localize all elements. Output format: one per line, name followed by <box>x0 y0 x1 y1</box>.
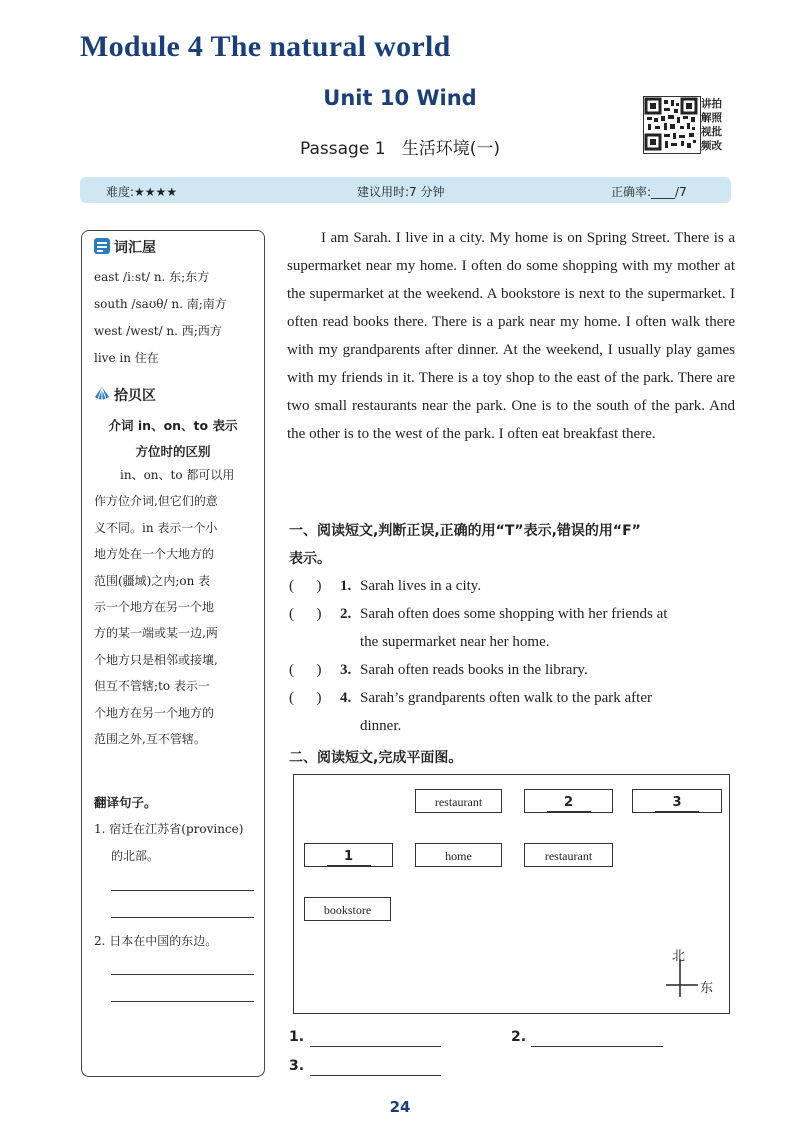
answer-label-3: 3. <box>289 1058 305 1074</box>
answer-line[interactable] <box>111 974 254 975</box>
vocab-item: live in 住在 <box>94 351 159 365</box>
reading-passage: I am Sarah. I live in a city. My home is on Spring Street. There is a supermarket near my home. I often do some shopping with my mother at the supermarket at the weekend. A bookstore is next to the supermarket. I often read books there. There is a park near my home. I often walk there with my grandparents after dinner. At the weekend, I usually play games with my friends in it. There is a toy shop to the east of the park. There are two small restaurants near the park. One is to the south of the park. And the other is to the west of the park. I often eat breakfast there. <box>287 230 735 442</box>
north-label: 北 <box>672 949 686 964</box>
accuracy-rate: 正确率:____/7 <box>611 185 687 199</box>
answer-label-1: 1. <box>289 1029 305 1045</box>
answer-blank[interactable]: ( ) <box>289 578 322 594</box>
answer-blank[interactable]: ( ) <box>289 690 322 706</box>
question-number: 4. <box>340 690 352 706</box>
section2-title: 二、阅读短文,完成平面图。 <box>289 750 463 766</box>
restaurant-mid-box: restaurant <box>524 843 613 867</box>
restaurant-top-box: restaurant <box>415 789 502 813</box>
blank-1-box[interactable]: 1 <box>304 843 393 867</box>
bookstore-box: bookstore <box>304 897 391 921</box>
answer-line[interactable] <box>111 1001 254 1002</box>
question-text: Sarah often reads books in the library. <box>360 662 588 678</box>
answer-line[interactable] <box>111 917 254 918</box>
module-title: Module 4 The natural world <box>80 30 451 63</box>
answer-line[interactable] <box>531 1046 663 1047</box>
info-bar <box>80 177 731 203</box>
passage-title: Passage 1 生活环境(一) <box>300 139 500 159</box>
translate-item-2: 2. 日本在中国的东边。 <box>94 934 218 948</box>
question-text-cont: dinner. <box>360 718 402 734</box>
blank-2-box[interactable]: 2 <box>524 789 613 813</box>
vocabulary-house-icon <box>93 237 111 255</box>
section1-title-cont: 表示。 <box>289 551 331 567</box>
shell-icon <box>93 385 111 403</box>
vocab-item: south /saʊθ/ n. 南;南方 <box>94 297 227 311</box>
translate-title: 翻译句子。 <box>94 795 157 810</box>
qr-code-icon[interactable] <box>643 96 701 154</box>
answer-blank[interactable]: ( ) <box>289 606 322 622</box>
east-label: 东 <box>700 981 714 996</box>
vocab-item: west /west/ n. 西;西方 <box>94 324 222 338</box>
blank-3-box[interactable]: 3 <box>632 789 722 813</box>
question-number: 3. <box>340 662 352 678</box>
section1-title: 一、阅读短文,判断正误,正确的用“T”表示,错误的用“F” <box>289 523 641 539</box>
suggested-time: 建议用时:7 分钟 <box>357 185 445 199</box>
vocab-title: 词汇屋 <box>114 240 156 256</box>
tips-heading: 介词 in、on、to 表示 <box>108 418 238 433</box>
vocab-item: east /iːst/ n. 东;东方 <box>94 270 210 284</box>
translate-item-1: 1. 宿迁在江苏省(province) <box>94 822 244 836</box>
answer-line[interactable] <box>310 1075 441 1076</box>
answer-line[interactable] <box>310 1046 441 1047</box>
question-number: 1. <box>340 578 352 594</box>
answer-label-2: 2. <box>511 1029 527 1045</box>
question-text: Sarah often does some shopping with her friends at <box>360 606 668 622</box>
home-box: home <box>415 843 502 867</box>
question-text-cont: the supermarket near her home. <box>360 634 550 650</box>
unit-title: Unit 10 Wind <box>323 86 477 110</box>
answer-blank[interactable]: ( ) <box>289 662 322 678</box>
tips-body: in、on、to 都可以用 作方位介词,但它们的意 义不同。in 表示一个小 地方处在一个大地方的 范围(疆域)之内;on 表 示一个地方在另一个地 方的某一端或某一边,两 个地方只是相邻或接壤, 但互不管辖;to 表示一 个地方在另一个地方的 范围之外,互不管辖。 <box>94 468 235 747</box>
qr-label: 讲拍 解照 视批 频改 <box>701 98 722 152</box>
page-number: 24 <box>389 1098 411 1116</box>
answer-line[interactable] <box>111 890 254 891</box>
tips-heading: 方位时的区别 <box>135 444 211 459</box>
question-number: 2. <box>340 606 352 622</box>
question-text: Sarah’s grandparents often walk to the park after <box>360 690 652 706</box>
translate-item-1-cont: 的北部。 <box>111 849 160 863</box>
question-text: Sarah lives in a city. <box>360 578 482 594</box>
difficulty-rating: 难度:★★★★ <box>106 185 178 199</box>
tips-title: 拾贝区 <box>114 388 156 404</box>
floor-plan <box>293 774 730 1014</box>
